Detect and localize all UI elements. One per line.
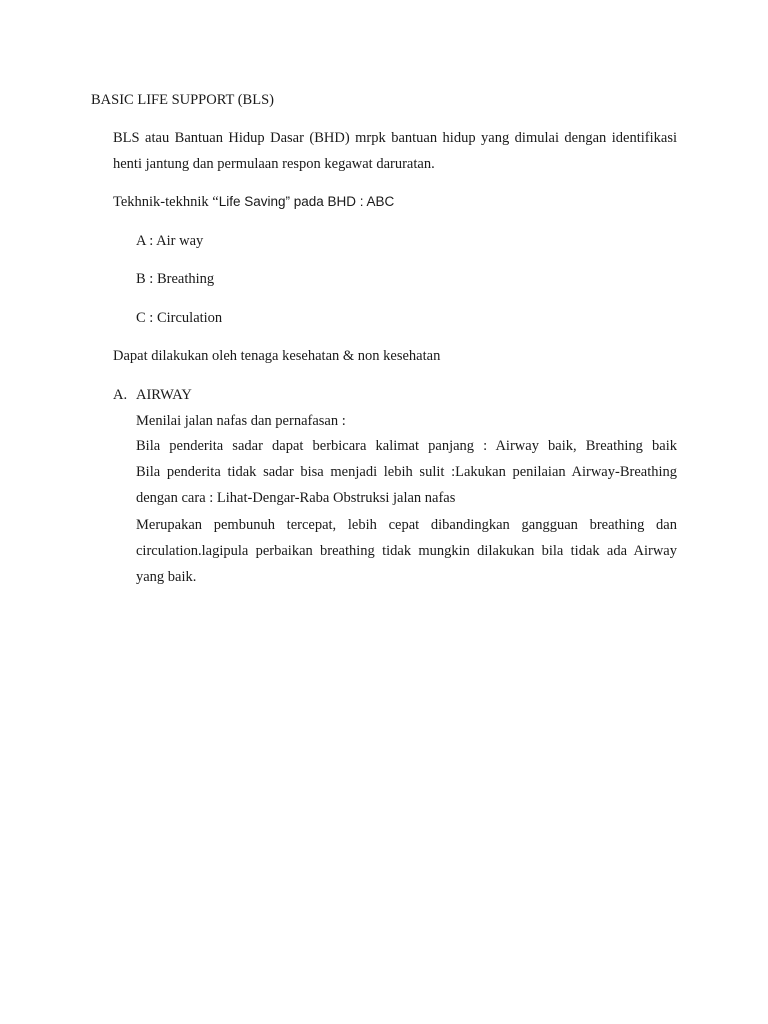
abc-item-b: B : Breathing <box>136 271 215 287</box>
technique-prefix: Tekhnik-tekhnik “ <box>113 194 219 210</box>
section-a-line-4: dengan cara : Lihat-Dengar-Raba Obstruksi jalan nafas <box>136 490 456 506</box>
abc-item-a: A : Air way <box>136 233 204 249</box>
abc-item-c: C : Circulation <box>136 310 223 326</box>
section-a-line-3: Bila penderita tidak sadar bisa menjadi lebih sulit :Lakukan penilaian Airway-Breathing <box>136 464 677 480</box>
section-a-line-6: circulation.lagipula perbaikan breathing tidak mungkin dilakukan bila tidak ada Airway <box>136 543 677 559</box>
section-a-marker: A. <box>113 387 128 403</box>
document-title: BASIC LIFE SUPPORT (BLS) <box>91 92 274 108</box>
intro-line-2: henti jantung dan permulaan respon kegawat daruratan. <box>113 156 435 172</box>
section-a-line-7: yang baik. <box>136 569 197 585</box>
section-a-heading: AIRWAY <box>136 387 192 403</box>
intro-line-1: BLS atau Bantuan Hidup Dasar (BHD) mrpk bantuan hidup yang dimulai dengan identifikasi <box>113 130 677 146</box>
performed-by-text: Dapat dilakukan oleh tenaga kesehatan & non kesehatan <box>113 348 441 364</box>
section-a-line-2: Bila penderita sadar dapat berbicara kalimat panjang : Airway baik, Breathing baik <box>136 438 677 454</box>
section-a-line-1: Menilai jalan nafas dan pernafasan : <box>136 413 346 429</box>
technique-suffix: Life Saving” pada BHD : ABC <box>218 194 395 209</box>
technique-line <box>113 193 394 211</box>
section-a-line-5: Merupakan pembunuh tercepat, lebih cepat dibandingkan gangguan breathing dan <box>136 517 677 533</box>
